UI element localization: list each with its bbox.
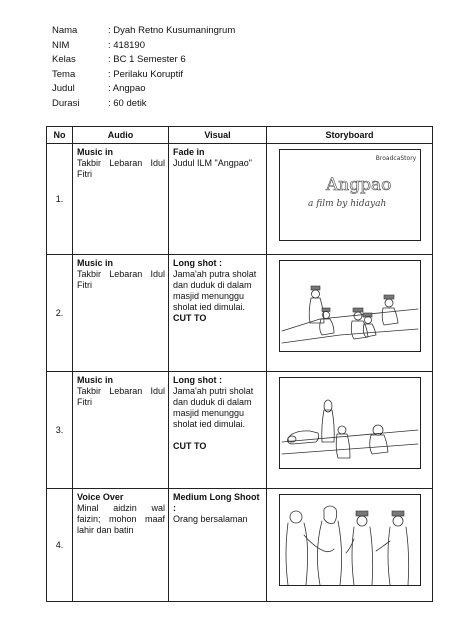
storyboard-table: [46, 126, 433, 602]
storyboard-sketch-title: [279, 149, 421, 241]
audio-text: Minal aidzin wal faizin; mohon maaf lahir dan batin: [77, 503, 165, 535]
audio-title: Music in: [77, 258, 114, 268]
figure-person-2: [317, 506, 341, 585]
figure-person-3: [346, 511, 373, 585]
sketch-corner-text: BroadcaStory: [375, 155, 416, 162]
student-info: [52, 24, 235, 112]
figure-person-4: [376, 511, 409, 585]
visual-cell: [169, 255, 267, 372]
visual-text: Orang bersalaman: [173, 514, 248, 524]
audio-cell: [73, 489, 169, 602]
figure-man-3: [351, 308, 368, 339]
storyboard-sketch-men-praying: [279, 260, 421, 352]
figure-woman-sitting-1: [336, 426, 350, 458]
storyboard-sketch-women-praying: [279, 377, 421, 469]
info-label: NIM: [52, 39, 70, 51]
audio-cell: [73, 255, 169, 372]
info-label: Kelas: [52, 54, 76, 66]
info-row-kelas: [52, 53, 235, 68]
visual-title: Medium Long Shoot :: [173, 492, 260, 513]
visual-title: Fade in: [173, 147, 205, 157]
visual-text: Judul ILM "Angpao": [173, 158, 252, 168]
table-row: [47, 489, 433, 602]
header-audio: Audio: [73, 127, 169, 144]
figure-woman-standing: [321, 400, 334, 442]
visual-cell: [169, 372, 267, 489]
sketch-title-text: Angpao: [325, 175, 391, 195]
info-row-judul: [52, 82, 235, 97]
storyboard-sketch-handshake: [279, 494, 421, 586]
audio-text: Takbir Lebaran Idul Fitri: [77, 158, 165, 179]
audio-cell: [73, 144, 169, 255]
table-header-row: [47, 127, 433, 144]
sketch-subtitle-text: a film by hidayah: [307, 199, 386, 209]
info-label: Tema: [52, 68, 76, 80]
info-value: : Perilaku Koruptif: [108, 68, 183, 80]
visual-cell: [169, 144, 267, 255]
info-value: : 418190: [108, 39, 145, 51]
info-row-durasi: [52, 97, 235, 112]
audio-cell: [73, 372, 169, 489]
header-no: No: [47, 127, 73, 144]
info-value: : BC 1 Semester 6: [108, 54, 186, 66]
visual-text: Jama'ah putra sholat dan duduk di dalam masjid menunggu sholat ied dimulai.: [173, 269, 257, 312]
info-row-nama: [52, 24, 235, 39]
figure-woman-sitting-2: [369, 425, 387, 454]
info-row-tema: [52, 68, 235, 83]
row-number: 3.: [47, 372, 73, 489]
table-row: [47, 255, 433, 372]
info-value: : 60 detik: [108, 97, 147, 109]
figure-man-2: [319, 308, 333, 335]
floor-lines: [282, 309, 418, 343]
audio-title: Voice Over: [77, 492, 124, 502]
visual-cell: [169, 489, 267, 602]
visual-cut: CUT TO: [173, 441, 207, 451]
visual-cut: CUT TO: [173, 313, 207, 323]
storyboard-cell: [267, 255, 433, 372]
table-row: [47, 144, 433, 255]
figure-man-1: [309, 286, 324, 323]
header-storyboard: Storyboard: [267, 127, 433, 144]
audio-title: Music in: [77, 375, 114, 385]
visual-title: Long shot :: [173, 258, 222, 268]
storyboard-cell: [267, 144, 433, 255]
info-label: Durasi: [52, 97, 80, 109]
audio-title: Music in: [77, 147, 114, 157]
header-visual: Visual: [169, 127, 267, 144]
info-label: Nama: [52, 25, 78, 36]
figure-woman-prostrating: [287, 431, 318, 444]
storyboard-cell: [267, 372, 433, 489]
info-row-nim: [52, 39, 235, 54]
info-value: : Angpao: [108, 83, 146, 95]
row-number: 1.: [47, 144, 73, 255]
info-value: : Dyah Retno Kusumaningrum: [108, 25, 236, 36]
figure-man-5: [382, 295, 398, 325]
storyboard-cell: [267, 489, 433, 602]
audio-text: Takbir Lebaran Idul Fitri: [77, 386, 165, 407]
audio-text: Takbir Lebaran Idul Fitri: [77, 269, 165, 290]
visual-text: Jama'ah putri sholat dan duduk di dalam masjid menunggu sholat ied dimulai.: [173, 386, 254, 429]
row-number: 4.: [47, 489, 73, 602]
table-row: [47, 372, 433, 489]
row-number: 2.: [47, 255, 73, 372]
visual-title: Long shot :: [173, 375, 222, 385]
info-label: Judul: [52, 83, 75, 95]
